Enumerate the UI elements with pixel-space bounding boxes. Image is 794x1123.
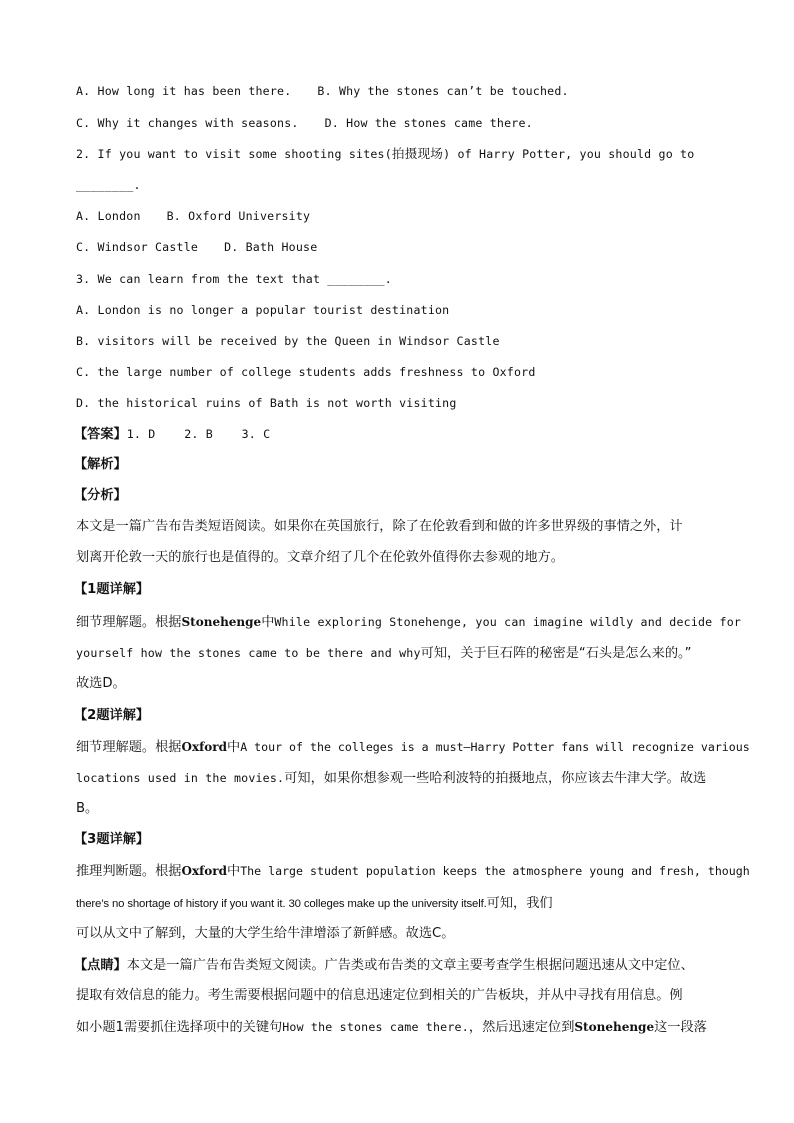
detail-1-label: 【1题详解】 <box>74 582 150 597</box>
q1-option-c: C. Why it changes with seasons. <box>76 116 299 130</box>
detail-1-line-2 <box>76 644 691 663</box>
answer-line <box>74 425 270 444</box>
detail-1-quote: While exploring Stonehenge, you can imagine wildly and decide for <box>274 615 742 629</box>
dianjing-text-3a: 如小题1需要抓住选择项中的关键句 <box>76 1020 283 1035</box>
detail-1-text: 细节理解题。根据 <box>76 615 182 630</box>
dianjing-text-3c: 这一段落 <box>654 1020 707 1035</box>
q1-option-a: A. How long it has been there. <box>76 84 292 98</box>
q1-options-row-2 <box>76 114 533 132</box>
q2-stem-part-1: 2. If you want to visit some shooting sites( <box>76 147 392 161</box>
fenxi-label: 【分析】 <box>74 488 127 503</box>
answer-values: 1. D 2. B 3. C <box>126 427 271 441</box>
detail-2-text: 细节理解题。根据 <box>76 740 182 755</box>
detail-2-quote-2: locations used in the movies. <box>76 771 285 785</box>
detail-3-conclusion: 可知，我们 <box>486 896 553 911</box>
q2-option-c: C. Windsor Castle <box>76 240 199 254</box>
detail-2-line-2 <box>76 769 706 788</box>
q2-option-b: B. Oxford University <box>166 209 311 223</box>
detail-3-line-3: 可以从文中了解到，大量的大学生给牛津增添了新鲜感。故选C。 <box>76 926 455 941</box>
detail-2-text-2: 中 <box>227 740 241 755</box>
analysis-label: 【解析】 <box>74 457 127 472</box>
dianjing-text-1: 本文是一篇广告布告类短文阅读。广告类或布告类的文章主要考查学生根据问题迅速从文中定位、 <box>126 958 694 973</box>
q2-blank: ________. <box>76 178 141 192</box>
q3-stem: 3. We can learn from the text that ________. <box>76 272 392 286</box>
detail-3-text-2: 中 <box>227 864 241 879</box>
detail-1-quote-2: yourself how the stones came to be there and why <box>76 646 421 660</box>
detail-1-conclusion: 可知，关于巨石阵的秘密是“石头是怎么来的。” <box>420 646 692 661</box>
q1-option-b: B. Why the stones can’t be touched. <box>317 84 569 98</box>
detail-2-line-1 <box>76 738 750 757</box>
detail-2-keyword: Oxford <box>181 740 227 754</box>
dianjing-quote: How the stones came there. <box>282 1020 469 1034</box>
detail-2-line-3: B。 <box>76 801 99 816</box>
detail-1-keyword: Stonehenge <box>181 615 262 629</box>
q2-stem <box>76 145 694 163</box>
detail-3-line-1 <box>76 862 750 881</box>
fenxi-text-line-1: 本文是一篇广告布告类短语阅读。如果你在英国旅行，除了在伦敦看到和做的许多世界级的事情之外，计 <box>76 519 683 534</box>
dianjing-keyword: Stonehenge <box>574 1020 655 1034</box>
q2-options-row-2 <box>76 238 317 256</box>
detail-3-quote-2: there’s no shortage of history if you want it. 30 colleges make up the university itself. <box>76 898 487 910</box>
dianjing-line-3 <box>76 1018 707 1037</box>
detail-3-keyword: Oxford <box>181 864 227 878</box>
dianjing-text-3b: ，然后迅速定位到 <box>468 1020 575 1035</box>
detail-2-label: 【2题详解】 <box>74 708 150 723</box>
q3-option-a: A. London is no longer a popular tourist destination <box>76 303 450 317</box>
detail-2-quote: A tour of the colleges is a must—Harry Potter fans will recognize various <box>240 740 750 754</box>
detail-1-line-3: 故选D。 <box>76 676 126 691</box>
answer-label: 【答案】 <box>74 427 127 442</box>
dianjing-line-2: 提取有效信息的能力。考生需要根据问题中的信息迅速定位到相关的广告板块，并从中寻找有用信息。例 <box>76 988 683 1003</box>
q2-option-a: A. London <box>76 209 141 223</box>
q2-options-row-1 <box>76 207 310 225</box>
detail-3-quote: The large student population keeps the atmosphere young and fresh, though <box>240 864 750 878</box>
detail-1-line-1 <box>76 613 741 632</box>
q3-option-d: D. the historical ruins of Bath is not worth visiting <box>76 396 457 410</box>
dianjing-line-1 <box>74 956 694 975</box>
q3-option-c: C. the large number of college students adds freshness to Oxford <box>76 365 536 379</box>
detail-3-label: 【3题详解】 <box>74 832 150 847</box>
detail-3-text: 推理判断题。根据 <box>76 864 182 879</box>
q1-option-d: D. How the stones came there. <box>324 116 533 130</box>
q1-options-row-1 <box>76 82 569 100</box>
detail-2-conclusion: 可知，如果你想参观一些哈利波特的拍摄地点，你应该去牛津大学。故选 <box>284 771 707 786</box>
detail-3-line-2 <box>76 894 553 913</box>
q2-stem-chinese: 拍摄现场 <box>391 146 444 161</box>
detail-1-text-2: 中 <box>261 615 275 630</box>
fenxi-text-line-2: 划离开伦敦一天的旅行也是值得的。文章介绍了几个在伦敦外值得你去参观的地方。 <box>76 550 564 565</box>
dianjing-label: 【点睛】 <box>74 958 127 973</box>
q3-option-b: B. visitors will be received by the Queen in Windsor Castle <box>76 334 500 348</box>
q2-option-d: D. Bath House <box>224 240 318 254</box>
q2-stem-part-2: ) of Harry Potter, you should go to <box>443 147 695 161</box>
